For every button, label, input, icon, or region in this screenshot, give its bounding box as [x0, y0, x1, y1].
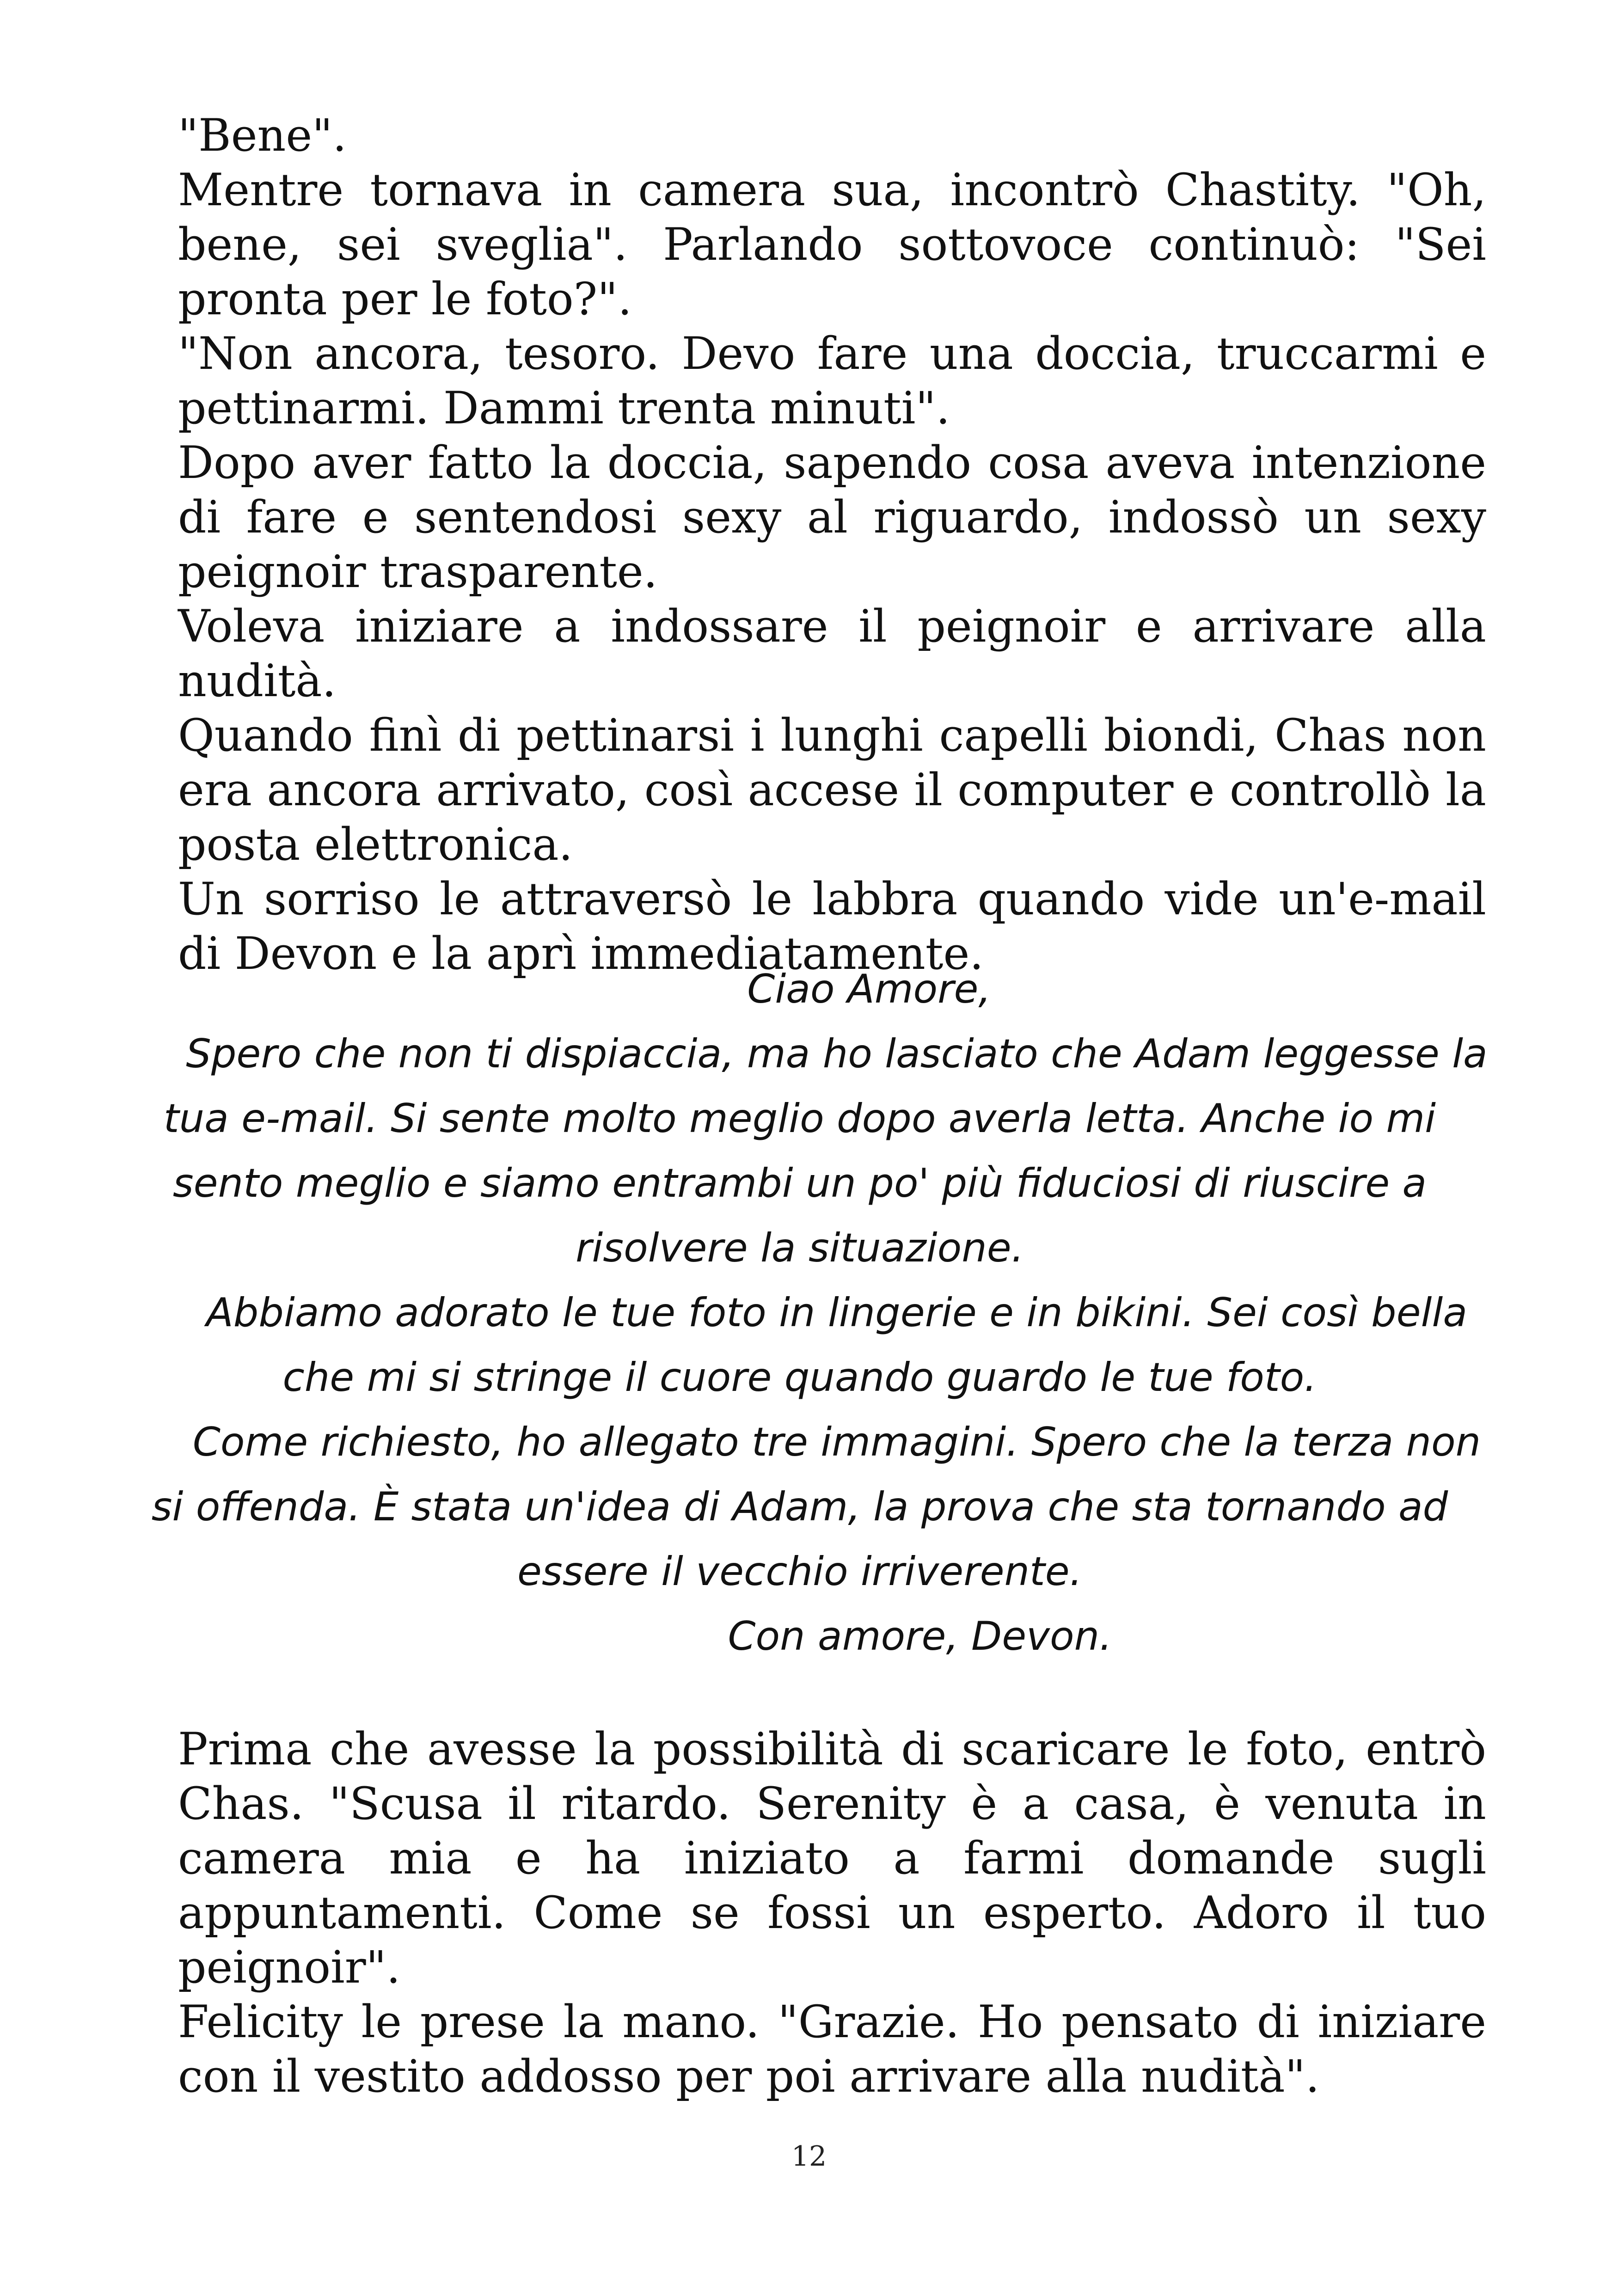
email-signature: Con amore, Devon.: [728, 1613, 1112, 1659]
email-greeting: Ciao Amore,: [747, 966, 991, 1012]
paragraph: Dopo aver fatto la doccia, sapendo cosa aveva intenzione di fare e sentendosi sexy al riguardo, indossò un sexy peignoir trasparente.: [178, 437, 1486, 598]
email-paragraph: Spero che non ti dispiaccia, ma ho lasciato che Adam leggesse la tua e-mail. Si sente molto meglio dopo averla letta. Anche io mi sento meglio e siamo entrambi un po' più fiduciosi di riuscire a risolvere la situazione.: [163, 1031, 1488, 1271]
narrative-block-top: [178, 108, 1486, 981]
paragraph: "Non ancora, tesoro. Devo fare una doccia, truccarmi e pettinarmi. Dammi trenta minuti".: [178, 328, 1486, 434]
paragraph: Mentre tornava in camera sua, incontrò Chastity. "Oh, bene, sei sveglia". Parlando sottovoce continuò: "Sei pronta per le foto?".: [178, 164, 1486, 325]
paragraph: Voleva iniziare a indossare il peignoir e arrivare alla nudità.: [178, 600, 1486, 707]
paragraph: Prima che avesse la possibilità di scaricare le foto, entrò Chas. "Scusa il ritardo. Serenity è a casa, è venuta in camera mia e ha iniziato a farmi domande sugli appuntamenti. Come se fossi un esperto. Adoro il tuo peignoir".: [178, 1723, 1486, 1993]
paragraph: Un sorriso le attraversò le labbra quando vide un'e-mail di Devon e la aprì immediatamente.: [178, 873, 1486, 980]
email-paragraph: Abbiamo adorato le tue foto in lingerie e in bikini. Sei così bella che mi si stringe il cuore quando guardo le tue foto.: [206, 1290, 1468, 1401]
email-paragraph: Come richiesto, ho allegato tre immagini. Spero che la terza non si offenda. È stata un'idea di Adam, la prova che sta tornando ad essere il vecchio irriverente.: [151, 1419, 1481, 1595]
narrative-block-bottom: [178, 1722, 1486, 2104]
paragraph: Felicity le prese la mano. "Grazie. Ho pensato di iniziare con il vestito addosso per poi arrivare alla nudità".: [178, 1996, 1486, 2102]
page-number: 12: [791, 2140, 827, 2173]
email-letter: [106, 957, 1493, 1669]
paragraph: Quando finì di pettinarsi i lunghi capelli biondi, Chas non era ancora arrivato, così accese il computer e controllò la posta elettronica.: [178, 710, 1486, 870]
paragraph: "Bene".: [178, 110, 347, 161]
